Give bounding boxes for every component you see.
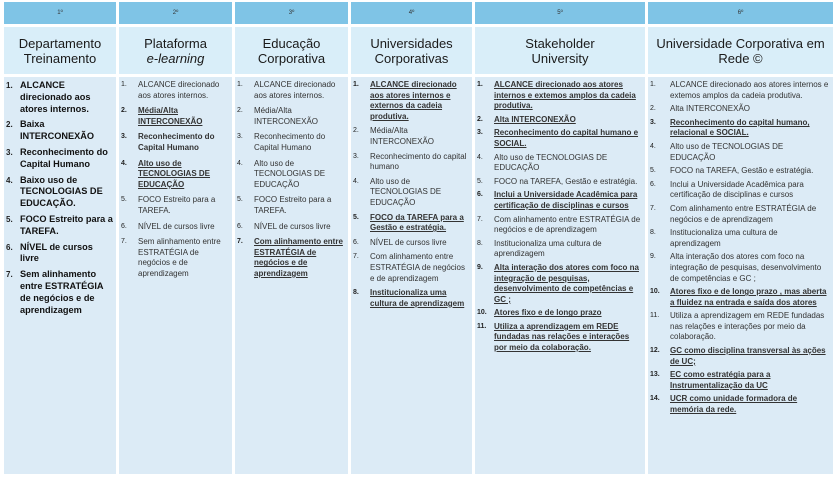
column-body-2 bbox=[119, 77, 232, 474]
list-item-text: Reconhecimento do capital humano bbox=[370, 151, 467, 172]
list-item-number: 5. bbox=[477, 177, 483, 185]
list-item bbox=[237, 159, 345, 191]
list-item bbox=[650, 118, 830, 139]
list-item-number: 4. bbox=[477, 153, 483, 161]
list-item-text: Alta INTERCONEXÃO bbox=[670, 104, 751, 114]
column-subtitle: Corporativas bbox=[374, 50, 449, 66]
list-item-number: 1. bbox=[237, 81, 243, 88]
list-item-number: 7. bbox=[650, 204, 656, 212]
list-item bbox=[6, 147, 113, 171]
list-item-text: Baixo uso de TECNOLOGIAS DE EDUCAÇÃO. bbox=[20, 174, 103, 209]
list-item bbox=[650, 204, 830, 225]
list-item bbox=[650, 370, 830, 391]
list-item-text: Média/Alta INTERCONEXÃO bbox=[370, 126, 435, 146]
list-item bbox=[6, 242, 113, 266]
list-item-text: Institucionaliza uma cultura de aprendizagem bbox=[670, 228, 778, 248]
column-number-3: 3º bbox=[235, 2, 348, 24]
list-item-text: ALCANCE direcionado aos atores internos. bbox=[254, 80, 336, 100]
list-item bbox=[477, 190, 642, 211]
column-title: Departamento bbox=[18, 35, 102, 51]
list-item-number: 5. bbox=[650, 167, 656, 175]
list-item bbox=[353, 126, 469, 147]
list-item-text: Sem alinhamento entre ESTRATÉGIA de negócios e de aprendizagem bbox=[138, 237, 221, 278]
list-item-text: ALCANCE direcionado aos atores internos. bbox=[138, 80, 220, 100]
column-title: Stakeholder bbox=[525, 35, 595, 51]
list-item-number: 5. bbox=[121, 196, 127, 204]
list-item-number: 10. bbox=[650, 288, 660, 296]
list-item-text: NÍVEL de cursos livre bbox=[254, 221, 331, 231]
list-item-number: 6. bbox=[650, 180, 656, 188]
list-item-number: 8. bbox=[353, 289, 359, 297]
list-item-number: 4. bbox=[650, 142, 656, 150]
list-item-number: 5. bbox=[6, 214, 13, 224]
list-item-number: 11. bbox=[650, 312, 660, 320]
column-body-5 bbox=[475, 77, 645, 474]
column-title: Educação bbox=[262, 35, 321, 51]
list-item-number: 12. bbox=[650, 347, 660, 355]
list-item-number: 9. bbox=[477, 263, 483, 271]
list-item-number: 5. bbox=[353, 213, 359, 221]
column-number-4: 4º bbox=[351, 2, 472, 24]
list-item-text: ALCANCE direcionado aos atores internos e extemos amplos da cadeia produtiva. bbox=[494, 80, 636, 111]
list-item bbox=[6, 80, 113, 115]
list-item bbox=[477, 115, 642, 126]
list-item-number: 2. bbox=[121, 107, 127, 115]
list-item-text: Alto uso de TECNOLOGIAS DE EDUCAÇÃO bbox=[370, 176, 442, 207]
list-item bbox=[121, 237, 229, 279]
column-subtitle: University bbox=[531, 50, 589, 66]
list-item-number: 2. bbox=[353, 127, 359, 135]
list-item bbox=[237, 237, 345, 279]
list-item-text: FOCO Estreito para a TAREFA. bbox=[20, 213, 113, 236]
list-item-number: 4. bbox=[353, 177, 359, 185]
list-item bbox=[121, 159, 229, 191]
list-item bbox=[650, 394, 830, 415]
list-item-text: Institucionaliza uma cultura de aprendizagem bbox=[494, 238, 602, 259]
list-item-text: Média/Alta INTERCONEXÃO bbox=[254, 106, 319, 126]
list-item-number: 6. bbox=[6, 242, 13, 252]
list-item-number: 2. bbox=[477, 115, 483, 123]
list-item-number: 8. bbox=[477, 239, 483, 247]
list-item-text: ALCANCE direcionado aos atores internos. bbox=[20, 80, 91, 114]
list-item-text: Alta INTERCONEXÃO bbox=[494, 114, 576, 124]
list-item-text: Com alinhamento entre ESTRATÉGIA de negócios e de aprendizagem bbox=[254, 237, 343, 278]
list-item-number: 2. bbox=[6, 120, 13, 130]
list-item-text: Utiliza a aprendizagem em REDE fundadas nas relações e interações por meio da colaboração. bbox=[494, 321, 630, 353]
list-item bbox=[477, 153, 642, 174]
list-item bbox=[237, 132, 345, 153]
list-item-text: GC como disciplina transversal às ações de UC; bbox=[670, 346, 826, 366]
column-body-1 bbox=[4, 77, 116, 474]
list-item-text: FOCO Estreito para a TAREFA. bbox=[138, 195, 216, 215]
list-item-text: Alta interação dos atores com foco na integração de pesquisas, desenvolvimento de competências e GC ; bbox=[494, 262, 639, 304]
list-item-text: Alto uso de TECNOLOGIAS DE EDUCAÇÃO bbox=[494, 152, 608, 173]
column-header-3 bbox=[235, 27, 348, 74]
list-item bbox=[650, 228, 830, 249]
list-item-number: 4. bbox=[6, 175, 13, 185]
list-item-text: NÍVEL de cursos livre bbox=[370, 237, 447, 247]
list-item-number: 7. bbox=[6, 270, 13, 280]
list-item-number: 1. bbox=[477, 81, 483, 88]
list-item bbox=[121, 80, 229, 101]
list-item bbox=[477, 263, 642, 305]
list-item bbox=[650, 142, 830, 163]
column-title: Universidade Corporativa em bbox=[656, 35, 825, 51]
list-item bbox=[353, 152, 469, 173]
list-item bbox=[650, 252, 830, 284]
list-item bbox=[6, 214, 113, 238]
column-number-5: 5º bbox=[475, 2, 645, 24]
list-item-text: Alto uso de TECNOLOGIAS DE EDUCAÇÃO bbox=[254, 158, 326, 189]
list-item-text: Baixa INTERCONEXÃO bbox=[20, 119, 95, 142]
list-item-text: Reconhecimento do capital humano e SOCIAL. bbox=[494, 128, 639, 148]
list-item bbox=[6, 119, 113, 143]
list-item-text: Utiliza a aprendizagem em REDE fundadas nas relações e interações por meio da colaboração. bbox=[670, 311, 825, 342]
list-item bbox=[121, 106, 229, 127]
list-item-text: ALCANCE direcionado aos atores internos e extemos amplos da cadeia produtiva. bbox=[670, 80, 829, 100]
list-item-text: FOCO Estreito para a TAREFA. bbox=[254, 195, 332, 215]
list-item-text: Atores fixo e de longo prazo , mas aberta a fluidez na entrada e saída dos atores bbox=[670, 287, 827, 307]
column-body-6 bbox=[648, 77, 833, 474]
list-item-text: Sem alinhamento entre ESTRATÉGIA de negócios e de aprendizagem bbox=[20, 269, 104, 315]
list-item-text: Alto uso de TECNOLOGIAS DE EDUCAÇÃO bbox=[670, 141, 784, 162]
list-item-number: 3. bbox=[121, 133, 127, 141]
list-item-number: 4. bbox=[121, 159, 127, 167]
list-item-number: 5. bbox=[237, 196, 243, 204]
column-header-2 bbox=[119, 27, 232, 74]
list-item-number: 2. bbox=[650, 105, 656, 113]
column-body-3 bbox=[235, 77, 348, 474]
list-item-number: 6. bbox=[121, 222, 127, 230]
list-item-text: NÍVEL de cursos livre bbox=[138, 221, 215, 231]
list-item bbox=[477, 177, 642, 188]
list-item-text: Com alinhamento entre ESTRATÉGIA de negócios e de aprendizagem bbox=[670, 203, 817, 224]
list-item-number: 1. bbox=[650, 81, 656, 88]
list-item bbox=[650, 346, 830, 367]
list-item-text: Inclui a Universidade Acadêmica para certificação de disciplinas e cursos bbox=[670, 179, 804, 200]
list-item bbox=[353, 252, 469, 284]
list-item-number: 14. bbox=[650, 395, 660, 403]
list-item-number: 3. bbox=[477, 129, 483, 137]
list-item-number: 11. bbox=[477, 322, 487, 330]
list-item bbox=[353, 177, 469, 209]
list-item-number: 1. bbox=[353, 81, 359, 88]
list-item bbox=[650, 104, 830, 115]
list-item-number: 7. bbox=[477, 215, 483, 223]
list-item-text: NÍVEL de cursos livre bbox=[20, 241, 93, 264]
list-item bbox=[477, 322, 642, 354]
list-item bbox=[650, 180, 830, 201]
list-item-number: 6. bbox=[477, 191, 483, 199]
column-number-2: 2º bbox=[119, 2, 232, 24]
list-item-text: FOCO na TAREFA, Gestão e estratégia. bbox=[670, 166, 814, 176]
list-item-number: 3. bbox=[6, 147, 13, 157]
list-item bbox=[353, 238, 469, 249]
list-item-text: Com alinhamento entre ESTRATÉGIA de negócios e de aprendizagem bbox=[494, 214, 641, 235]
list-item-text: Com alinhamento entre ESTRATÉGIA de negócios e de aprendizagem bbox=[370, 252, 466, 283]
list-item-number: 3. bbox=[353, 152, 359, 160]
column-header-4 bbox=[351, 27, 472, 74]
list-item bbox=[650, 80, 830, 101]
list-item bbox=[237, 106, 345, 127]
column-title: Plataforma bbox=[144, 35, 207, 51]
list-item bbox=[353, 288, 469, 309]
list-item bbox=[477, 308, 642, 319]
list-item-text: Média/Alta INTERCONEXÃO bbox=[138, 106, 203, 126]
list-item-number: 1. bbox=[121, 81, 127, 88]
list-item-text: Alta interação dos atores com foco na integração de pesquisas, desenvolvimento de competências e GC ; bbox=[670, 252, 822, 283]
list-item bbox=[477, 128, 642, 149]
list-item-text: Alto uso de TECNOLOGIAS DE EDUCAÇÃO bbox=[138, 158, 211, 189]
column-subtitle: Corporativa bbox=[257, 50, 326, 66]
list-item-number: 3. bbox=[237, 133, 243, 141]
list-item-text: Reconhecimento do capital humano, relacional e SOCIAL. bbox=[670, 117, 810, 138]
list-item-text: Atores fixo e de longo prazo bbox=[494, 308, 602, 318]
list-item bbox=[477, 239, 642, 260]
list-item bbox=[650, 166, 830, 177]
list-item bbox=[121, 195, 229, 216]
list-item-text: FOCO na TAREFA, Gestão e estratégia. bbox=[494, 176, 638, 186]
column-header-5 bbox=[475, 27, 645, 74]
list-item bbox=[121, 132, 229, 153]
list-item-number: 9. bbox=[650, 253, 656, 261]
list-item-number: 6. bbox=[353, 238, 359, 246]
column-subtitle: e-learning bbox=[146, 50, 205, 66]
column-number-1: 1º bbox=[4, 2, 116, 24]
column-title: Universidades bbox=[370, 35, 453, 51]
column-number-6: 6º bbox=[648, 2, 833, 24]
comparison-table bbox=[4, 2, 830, 474]
list-item-number: 1. bbox=[6, 81, 13, 90]
list-item-text: Inclui a Universidade Acadêmica para certificação de disciplinas e cursos bbox=[494, 190, 638, 210]
list-item-text: FOCO da TAREFA para a Gestão e estratégia. bbox=[370, 212, 464, 233]
list-item bbox=[477, 80, 642, 112]
list-item-text: Reconhecimento do Capital Humano bbox=[254, 132, 326, 152]
list-item bbox=[353, 213, 469, 234]
list-item-number: 3. bbox=[650, 118, 656, 126]
column-header-6 bbox=[648, 27, 833, 74]
list-item bbox=[650, 311, 830, 343]
list-item-text: Reconhecimento do Capital Humano bbox=[20, 146, 108, 169]
list-item-number: 2. bbox=[237, 107, 243, 115]
list-item bbox=[121, 222, 229, 233]
list-item-text: Reconhecimento do Capital Humano bbox=[138, 132, 215, 152]
list-item-number: 6. bbox=[237, 222, 243, 230]
column-subtitle: Rede © bbox=[718, 50, 763, 66]
list-item-text: UCR como unidade formadora de memória da rede. bbox=[670, 394, 798, 415]
list-item bbox=[650, 287, 830, 308]
column-subtitle: Treinamento bbox=[23, 50, 97, 66]
list-item-number: 10. bbox=[477, 309, 487, 317]
list-item-text: ALCANCE direcionado aos atores internos e externos da cadeia produtiva. bbox=[370, 80, 457, 121]
list-item bbox=[237, 80, 345, 101]
column-body-4 bbox=[351, 77, 472, 474]
list-item-number: 13. bbox=[650, 371, 660, 379]
list-item bbox=[353, 80, 469, 122]
list-item bbox=[477, 215, 642, 236]
list-item-number: 7. bbox=[237, 238, 243, 246]
list-item bbox=[237, 222, 345, 233]
list-item-number: 7. bbox=[353, 253, 359, 261]
list-item-text: Institucionaliza uma cultura de aprendizagem bbox=[370, 288, 465, 308]
list-item-text: EC como estratégia para a Instrumentalização da UC bbox=[670, 370, 771, 390]
list-item bbox=[6, 175, 113, 210]
list-item-number: 8. bbox=[650, 229, 656, 237]
column-header-1 bbox=[4, 27, 116, 74]
list-item bbox=[6, 269, 113, 316]
list-item bbox=[237, 195, 345, 216]
list-item-number: 4. bbox=[237, 159, 243, 167]
list-item-number: 7. bbox=[121, 238, 127, 246]
